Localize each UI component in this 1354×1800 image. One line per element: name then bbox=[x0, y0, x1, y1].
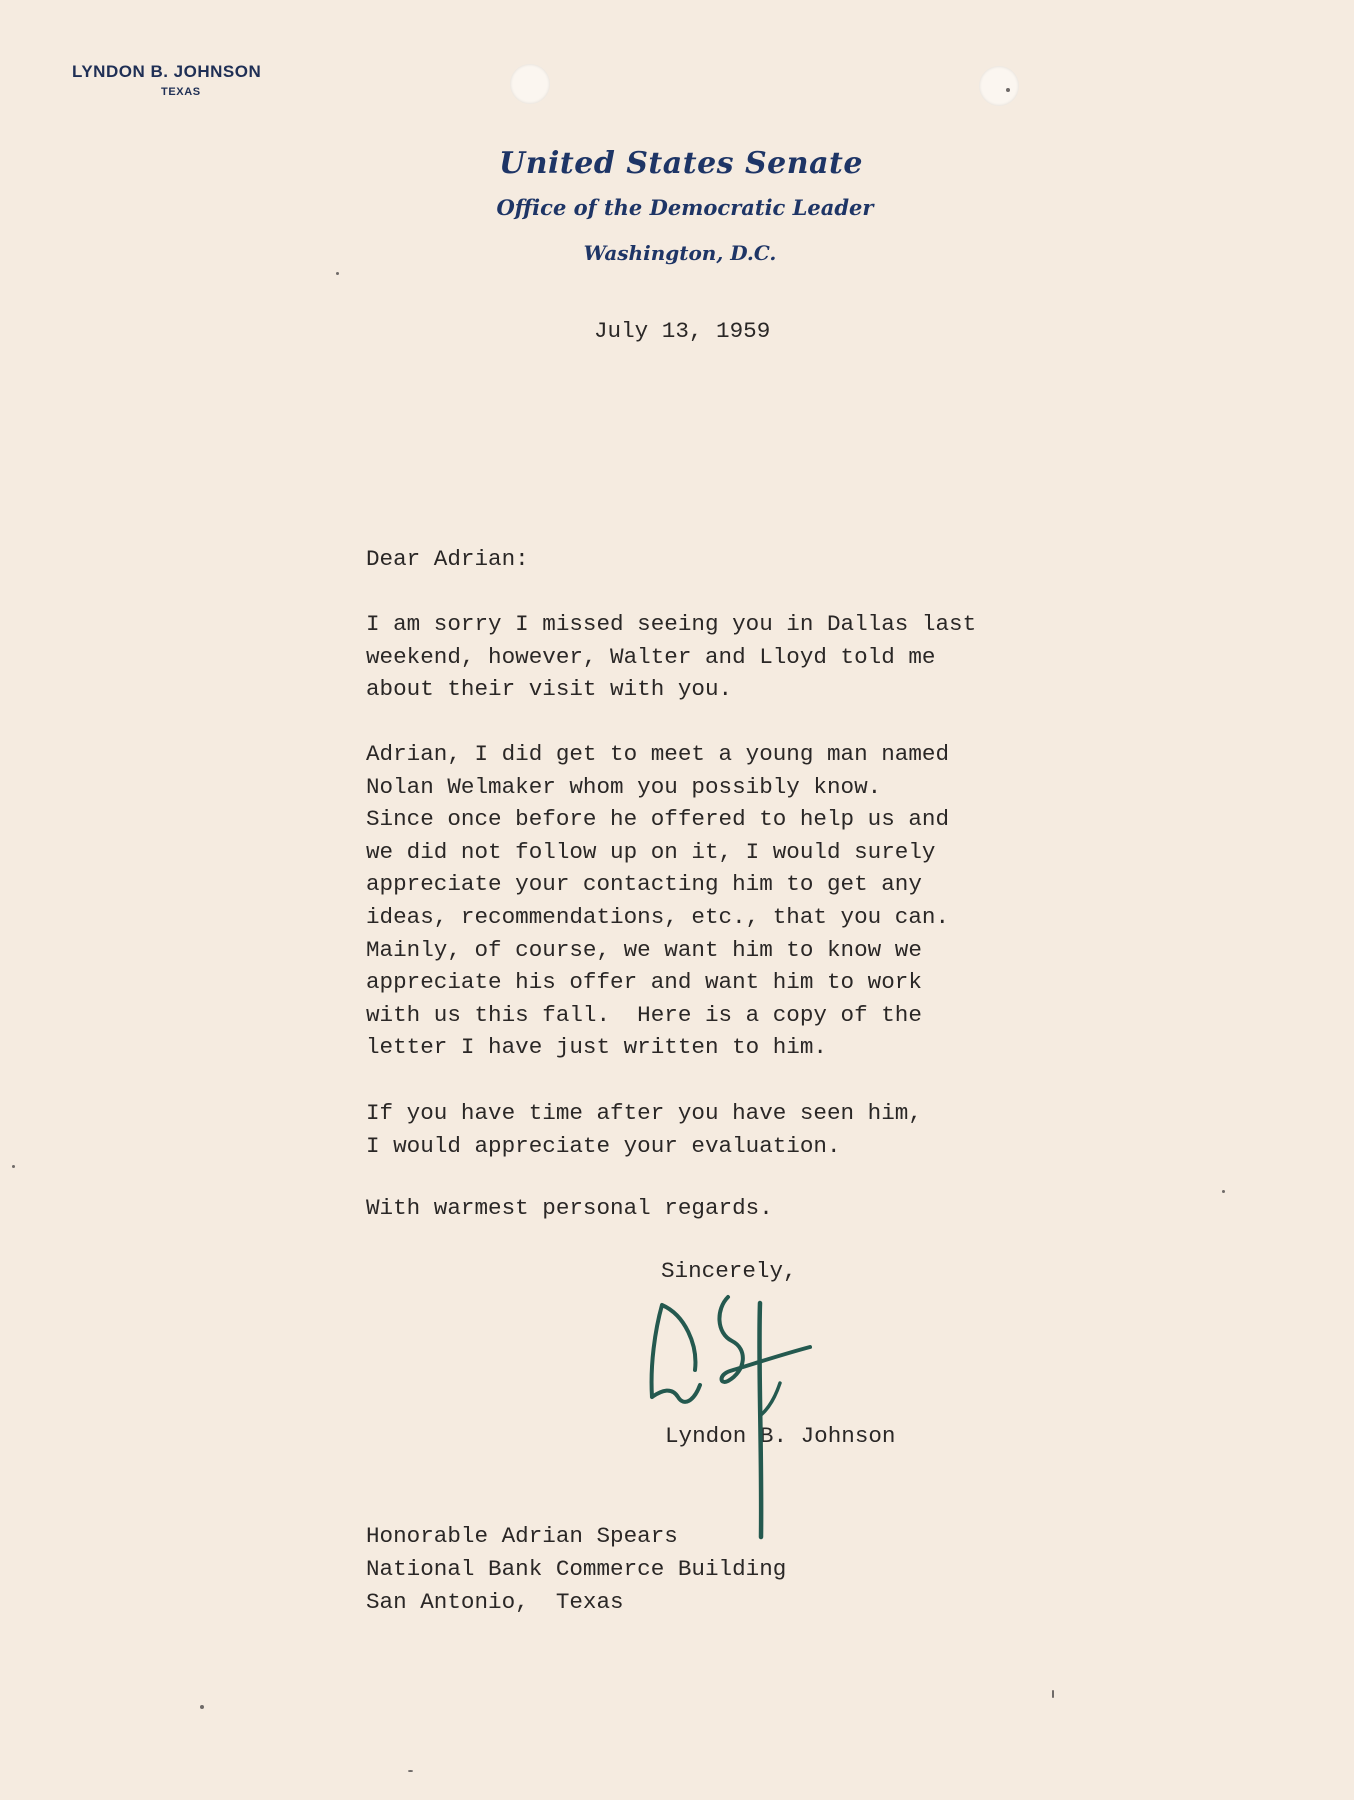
paper-speck bbox=[200, 1705, 204, 1709]
body-paragraph-2: Adrian, I did get to meet a young man named Nolan Welmaker whom you possibly know. Since once before he offered to help us and we did not follow up on it, I would surely appreciate your contacting him to get any ideas, recommendations, etc., that you can. Mainly, of course, we want him to know we appreciate his offer and want him to work with us this fall. Here is a copy of the letter I have just written to him. bbox=[366, 741, 950, 1061]
closing-line: With warmest personal regards. bbox=[366, 1195, 773, 1221]
letterhead-title: United States Senate bbox=[499, 146, 863, 181]
handwritten-signature bbox=[640, 1275, 870, 1555]
body-paragraph-3: If you have time after you have seen him, I would appreciate your evaluation. bbox=[366, 1100, 922, 1159]
letterhead-location: Washington, D.C. bbox=[583, 241, 777, 265]
paper-speck bbox=[336, 272, 339, 275]
paper-speck bbox=[1006, 88, 1010, 92]
punch-hole-right bbox=[979, 66, 1019, 106]
recipient-address: Honorable Adrian Spears National Bank Commerce Building San Antonio, Texas bbox=[366, 1523, 787, 1615]
body-paragraph-1: I am sorry I missed seeing you in Dallas last weekend, however, Walter and Lloyd told me about their visit with you. bbox=[366, 611, 977, 703]
sender-name: LYNDON B. JOHNSON bbox=[72, 62, 262, 81]
sender-state: TEXAS bbox=[161, 86, 201, 98]
paper-speck bbox=[1052, 1690, 1054, 1698]
valediction: Sincerely, bbox=[661, 1258, 797, 1284]
paper-speck bbox=[1222, 1190, 1225, 1193]
punch-hole-left bbox=[510, 64, 550, 104]
paper-speck bbox=[408, 1770, 413, 1772]
paper-speck bbox=[12, 1165, 15, 1168]
letter-date: July 13, 1959 bbox=[594, 318, 771, 344]
salutation: Dear Adrian: bbox=[366, 546, 529, 572]
letterhead-office: Office of the Democratic Leader bbox=[496, 195, 874, 220]
signer-name: Lyndon B. Johnson bbox=[665, 1423, 896, 1449]
